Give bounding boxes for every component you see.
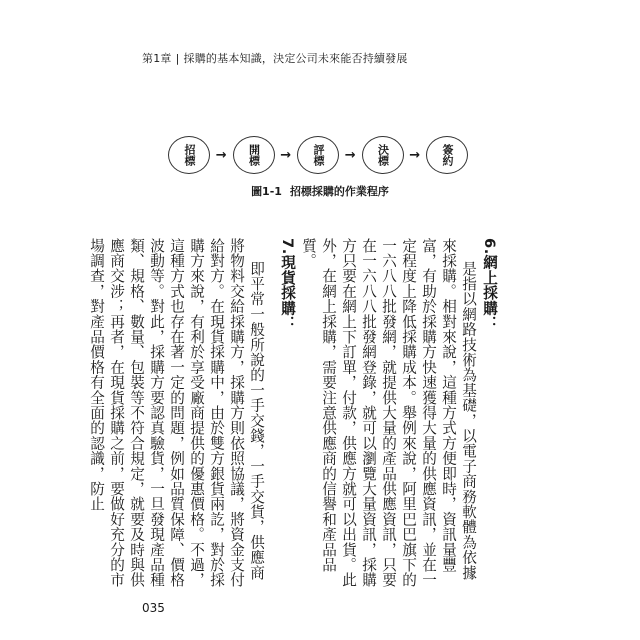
figure-number: 圖1-1 (251, 185, 282, 198)
flow-arrow: → (344, 147, 356, 163)
body-text (88, 238, 500, 590)
header-separator: | (175, 52, 180, 65)
section-heading: 6.網上採購： (481, 238, 498, 331)
flow-step-bid-opening (233, 136, 275, 174)
figure-caption-text: 招標採購的作業程序 (289, 185, 389, 198)
flow-step-label: 評標 (312, 144, 325, 166)
chapter-title: 採購的基本知識，決定公司未來能否持續發展 (183, 52, 408, 65)
paragraph: 是指以網路技術為基礎，以電子商務軟體為依據來採購。相對來說，這種方式方便即時，資訊量豐富，有助於採購方快速獲得大量的供應資訊，並在一定程度上降低採購成本。舉例來說，阿里巴巴旗下的一六八八批發網，就提供大量的產品供應資訊，只要在一六八八批發網登錄，就可以瀏覽大量資訊，採購方只要在網上下訂單，付款，供應方就可以出貨。此外，在網上採購，需要注意供應商的信譽和產品品質。 (300, 238, 477, 588)
figure-caption (0, 183, 640, 199)
flow-step-evaluation (297, 136, 339, 174)
page-number: 035 (142, 601, 165, 615)
chapter-label: 第1章 (142, 52, 172, 65)
flow-step-tender (168, 136, 210, 174)
flow-arrow: → (215, 147, 227, 163)
paragraph: 即平常一般所說的一手交錢，一手交貨，供應商將物料交給採購方，採購方則依照協議，將資金支付給對方。在現貨採購中，由於雙方銀貨兩訖，對於採購方來說，有利於享受廠商提供的優惠價格。不過，這種方式也存在著一定的問題，例如品質保障、價格波動等。對此，採購方要認真驗貨，一旦發現產品種類、規格、數量、包裝等不符合規定，就要及時與供應商交涉；再者，在現貨採購之前，要做好充分的市場調查，對產品價格有全面的認識，防止 (88, 238, 265, 588)
flow-step-label: 簽約 (441, 144, 454, 166)
flow-arrow: → (280, 147, 292, 163)
flow-step-label: 決標 (376, 144, 390, 166)
flow-step-label: 開標 (247, 144, 261, 166)
flow-step-contract (426, 136, 468, 174)
flow-step-award (362, 136, 404, 174)
flow-step-label: 招標 (183, 144, 196, 166)
procurement-flow-diagram (168, 136, 468, 174)
flow-arrow: → (409, 147, 421, 163)
section-heading: 7.現貨採購： (279, 238, 296, 331)
running-header (142, 50, 408, 66)
